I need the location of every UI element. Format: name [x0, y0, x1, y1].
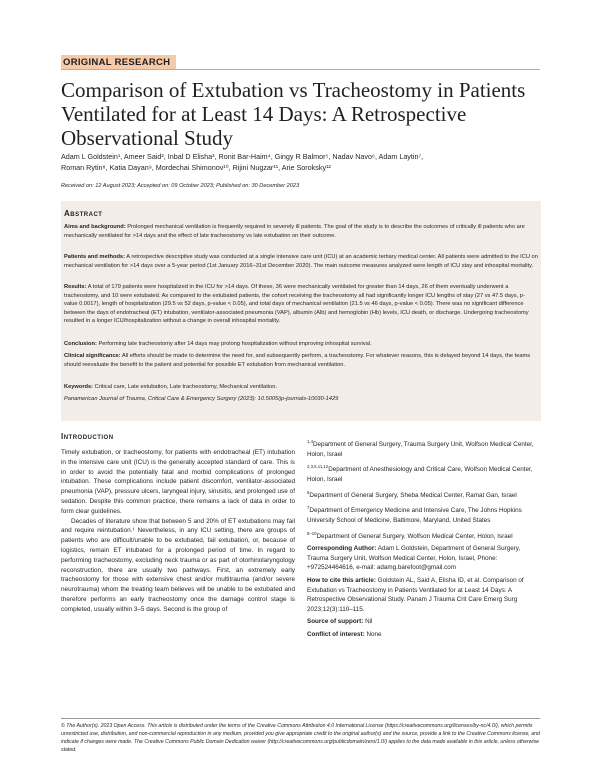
- abstract-clinical-significance: [64, 352, 538, 369]
- introduction-heading: Introduction: [61, 432, 114, 441]
- abstract-methods: [64, 253, 538, 270]
- license-notice: © The Author(s). 2023 Open Access. This article is distributed under the terms of the Creative Commons Attribution 4.0 International License (https://creativecommons.org/licenses/by-nc/4.0/), which permits unrestricted use, distribution, and non-commercial reproduction in any medium, provided you give appropriate credit to the original author(s) and the source, provide a link to the Creative Commons license, and indicate if changes were made. The Creative Commons Public Domain Dedication waiver (http://creativecommons.org/publicdomain/zero/1.0/) applies to the data made available in this article, unless otherwise stated.: [61, 723, 540, 753]
- publication-dates: Received on: 12 August 2023; Accepted on: 09 October 2023; Published on: 30 December 2023: [61, 183, 300, 189]
- clinical-text: All efforts should be made to determine the need for, and subsequently perform, a tracheostomy. For whatever reasons, this is delayed beyond 14 days, the teams should reevaluate the benefit to the patient and potential for possible ET extubation from mechanical ventilation.: [64, 353, 531, 368]
- abstract-results: [64, 283, 538, 326]
- abstract-heading: Abstract: [64, 209, 103, 218]
- introduction-body: [61, 448, 295, 615]
- results-label: Results:: [64, 284, 87, 290]
- corresponding-author: Corresponding Author: Adam L Goldstein, Department of General Surgery, Trauma Surgery Unit, Wolfson Medical Center, Holon, Israel, Phone: +972524464616, e-mail: adamg.barefoot@gmail.com: [307, 545, 521, 572]
- section-tag: ORIGINAL RESEARCH: [61, 55, 176, 70]
- keywords-label: Keywords:: [64, 384, 94, 390]
- abstract-keywords: [64, 383, 538, 392]
- affiliation: $^{1,4}$Department of General Surgery, Trauma Surgery Unit, Wolfson Medical Center, Holon, Israel: [307, 439, 534, 458]
- intro-paragraph-2: Decades of literature show that between 5 and 20% of ET extubations may fail and require reintubation.¹ Nevertheless, in any ICU setting, there are groups of patients who are difficult/unable to be extubated, fail extubation, or, because of logistics, remain ET intubated for a prolonged period of time. In regard to performing tracheostomy, excluding neck trauma or as part of otorhinolaryngology reconstruction, there are usually two pathways. First, an extremely early tracheostomy for those with extensive chest and/or multitrauma (and/or severe neurotrauma) whom the treating team believes will be unable to be extubated and therefore performs an early tracheostomy once the damage control stage is completed, usually within 3–5 days. Second is the group of: [61, 517, 295, 613]
- conclusion-label: Conclusion:: [64, 341, 97, 347]
- affiliation: $^6$Department of General Surgery, Sheba Medical Center, Ramat Gan, Israel: [307, 489, 517, 499]
- affiliation: $^{8-10}$Department of General Surgery, Wolfson Medical Center, Holon, Israel: [307, 530, 513, 540]
- conclusion-text: Performing late tracheostomy after 14 days may prolong hospitalization without improving inhospital survival.: [96, 341, 372, 347]
- methods-label: Patients and methods:: [64, 254, 125, 260]
- abstract-conclusion: [64, 340, 538, 349]
- author-list: [61, 151, 541, 173]
- affiliation: $^{2,3,5,11,12}$Department of Anesthesiology and Critical Care, Wolfson Medical Center, Holon, Israel: [307, 464, 533, 483]
- authors-line-2: Roman Rytin⁸, Katia Dayan⁹, Mordechai Shimonov¹⁰, Rijini Nugzar¹¹, Arie Soroksky¹²: [61, 163, 331, 172]
- footer-divider: [61, 718, 540, 719]
- source-of-support: Source of support: Nil: [307, 618, 373, 626]
- clinical-label: Clinical significance:: [64, 353, 121, 359]
- how-to-cite: How to cite this article: Goldstein AL, Said A, Elisha ID, et al. Comparison of Extubation vs Tracheostomy in Patients Ventilated for at Least 14 Days: A Retrospective Observational Study. Panam J Trauma Crit Care Emerg Surg 2023;12(3):110–115.: [307, 577, 524, 613]
- aims-text: Prolonged mechanical ventilation is frequently required in severely ill patients. The goal of the study is to describe the outcomes of critically ill patients who are mechanically ventilated for >14 days and the effect of late tracheostomy vs late extubation on their outcome.: [64, 224, 525, 239]
- methods-text: A retrospective descriptive study was conducted at a single intensive care unit (ICU) at an academic tertiary medical center. All patients were admitted to the ICU on mechanical ventilation for >14 days over a 5-year period (1st January 2016–31st December 2020). The main outcome measures analyzed were length of ICU stay and inhospital mortality.: [64, 254, 538, 269]
- affiliation: $^7$Department of Emergency Medicine and Intensive Care, The Johns Hopkins University School of Medicine, Baltimore, Maryland, United States: [307, 505, 522, 524]
- article-title: Comparison of Extubation vs Tracheostomy in Patients Ventilated for at Least 14 Days: A Retrospective Observational Study: [61, 78, 526, 150]
- keywords-text: Critical care, Late extubation, Late tracheostomy, Mechanical ventilation.: [93, 384, 277, 390]
- abstract-aims: [64, 223, 538, 240]
- aims-label: Aims and background:: [64, 224, 126, 230]
- journal-citation: Panamerican Journal of Trauma, Critical Care & Emergency Surgery (2023): 10.5005/jp-journals-10030-1429: [64, 396, 339, 402]
- results-text: A total of 179 patients were hospitalized in the ICU for >14 days. Of these, 36 were mechanically ventilated for greater than 14 days, 26 of them eventually underwent a tracheostomy, and 10 were extubated. As compared to the extubated patients, the cohort receiving the tracheostomy all had significantly longer ICU lengths of stay (27 vs 47.5 days, p-value 0.0017), length of hospitalization (29.5 vs 52 days, p-value < 0.05), and total days of mechanical ventilation (21.5 vs 46 days, p-value < 0.05). There was no significant difference between the days of endotracheal (ET) intubation, ventilator-associated pneumonia (VAP), albumin (Alb) and hemoglobin (Hb) levels, ICU death, or discharge. Undergoing tracheostomy resulted in a longer ICU/hospitalization without a change in overall inhospital mortality.: [64, 284, 529, 325]
- intro-paragraph-1: Timely extubation, or tracheostomy, for patients with endotracheal (ET) intubation in the intensive care unit (ICU) is the generally accepted standard of care. This is in order to avoid the potentially fatal and morbid complications of prolonged intubation. These complications include patient discomfort, ventilator-associated pneumonia (VAP), pressure ulcers, laryngeal injury, sinusitis, and prolonged use of sedation. Despite this common practice, there remains a lack of data in order to form clear guidelines.: [61, 449, 295, 515]
- section-divider: [61, 69, 540, 70]
- conflict-of-interest: Conflict of interest: None: [307, 630, 382, 638]
- article-info-column: [307, 437, 541, 643]
- authors-line-1: Adam L Goldstein¹, Ameer Said², Inbal D Elisha³, Ronit Bar-Haim⁴, Gingy R Balmor⁵, Nadav Navo⁶, Adam Laytin⁷,: [61, 152, 424, 161]
